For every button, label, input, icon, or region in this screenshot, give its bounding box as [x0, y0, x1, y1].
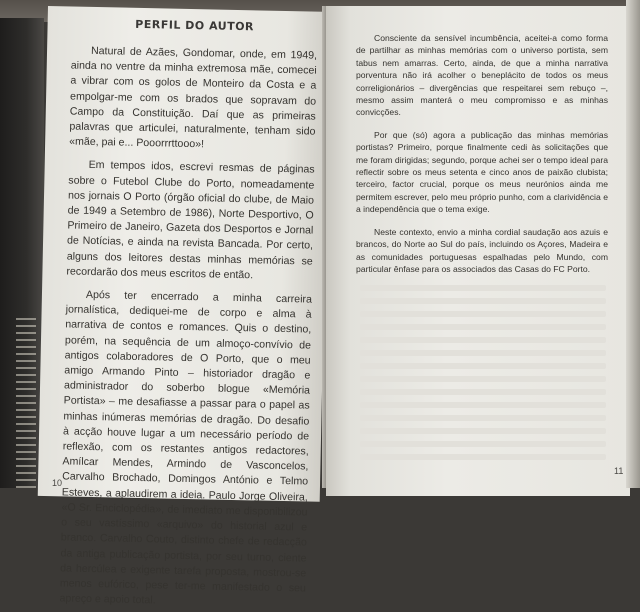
right-paragraph-1: Consciente da sensível incumbência, aceitei-a como forma de partilhar as minhas memórias com o universo portista, sem tabus nem amarras. Certo, ainda, de que a minha narrativa porventura não irá acolher o beneplácito de todos os meus correligionários – divergências que respeitarei sem rebuço –, mesmo assim manterá o meu compromisso e as minhas convicções.: [356, 33, 608, 118]
page-stack-edge: [626, 0, 640, 488]
right-page: [326, 6, 630, 496]
left-paragraph-3: Após ter encerrado a minha carreira jornalística, dediquei-me de corpo e alma à narrativa de contos e romances. Quis o destino, porém, na sequência de um almoço-convívio de antigos colaboradores de O Porto, que o meu amigo Armando Pinto – historiador dragão e administrador do soberbo blogue «Memória Portista» – me desafiasse a passar para o papel as minhas inúmeras memórias de dragão. Do desafio à acção houve lugar a um necessário período de reflexão, com os restantes antigos redactores, Amílcar Mendes, Armindo de Vasconcelos, Carvalho Brochado, Domingos António e Telmo Esteves, a aplaudirem a ideia. Paulo Jorge Oliveira, «O Sr. Enciclopédia», de imediato me disponibilizou o seu vastíssimo «arquivo» do historial azul e branco. Carvalho Couto, distinto chefe de redacção da antiga publicação portista, por seu turno, ciente da hercúlea e exigente tarefa proposta, mostrou-se menos eufórico, pese ter-me manifestado o seu apreço e apoio total.: [59, 288, 313, 607]
right-paragraph-2: Por que (só) agora a publicação das minhas memórias portistas? Primeiro, porque finalmente cedi às solicitações que me foram dirigidas; segundo, porque achei ser o tempo ideal para reflectir sobre os meus setenta e cinco anos de paixão clubista; terceiro, factor crucial, porque os meus neurónios ainda me permitem escrever, pelo meu próprio punho, com a clarividência e a independência que o tema exige.: [356, 129, 608, 215]
page-number-left: 10: [52, 478, 63, 488]
adjacent-book: [0, 18, 44, 488]
left-paragraph-2: Em tempos idos, escrevi resmas de páginas sobre o Futebol Clube do Porto, nomeadamente nos jornais O Porto (órgão oficial do clube, de Maio de 1949 a Setembro de 1986), Norte Desportivo, O Primeiro de Janeiro, Gazeta dos Desportos e Jornal de Notícias, e ainda na revista Bancada. Por certo, alguns dos leitores destas minhas memórias se recordarão dos meus escritos de então.: [66, 159, 315, 282]
left-paragraph-1: Natural de Azães, Gondomar, onde, em 1949, ainda no ventre da minha extremosa mãe, comecei a vibrar com os golos de Monteiro da Costa e a empolgar-me com os brados que sopravam do Campo da Constituição. Daí que as primeiras palavras que articulei, naturalmente, tenham sido «mãe, pai e... Pooorrrttooo»!: [69, 44, 318, 151]
page-number-right: 11: [614, 466, 624, 476]
show-through-text: [360, 285, 606, 467]
page-title: PERFIL DO AUTOR: [135, 17, 255, 34]
right-paragraph-3: Neste contexto, envio a minha cordial saudação aos azuis e brancos, do Norte ao Sul do país, incluindo os Açores, Madeira e as comunidades portuguesas espalhadas pelo Mundo, com particular ênfase para os associados das Casas do FC Porto.: [356, 226, 608, 274]
left-page: [38, 6, 330, 607]
spine-lettering: [16, 318, 36, 488]
